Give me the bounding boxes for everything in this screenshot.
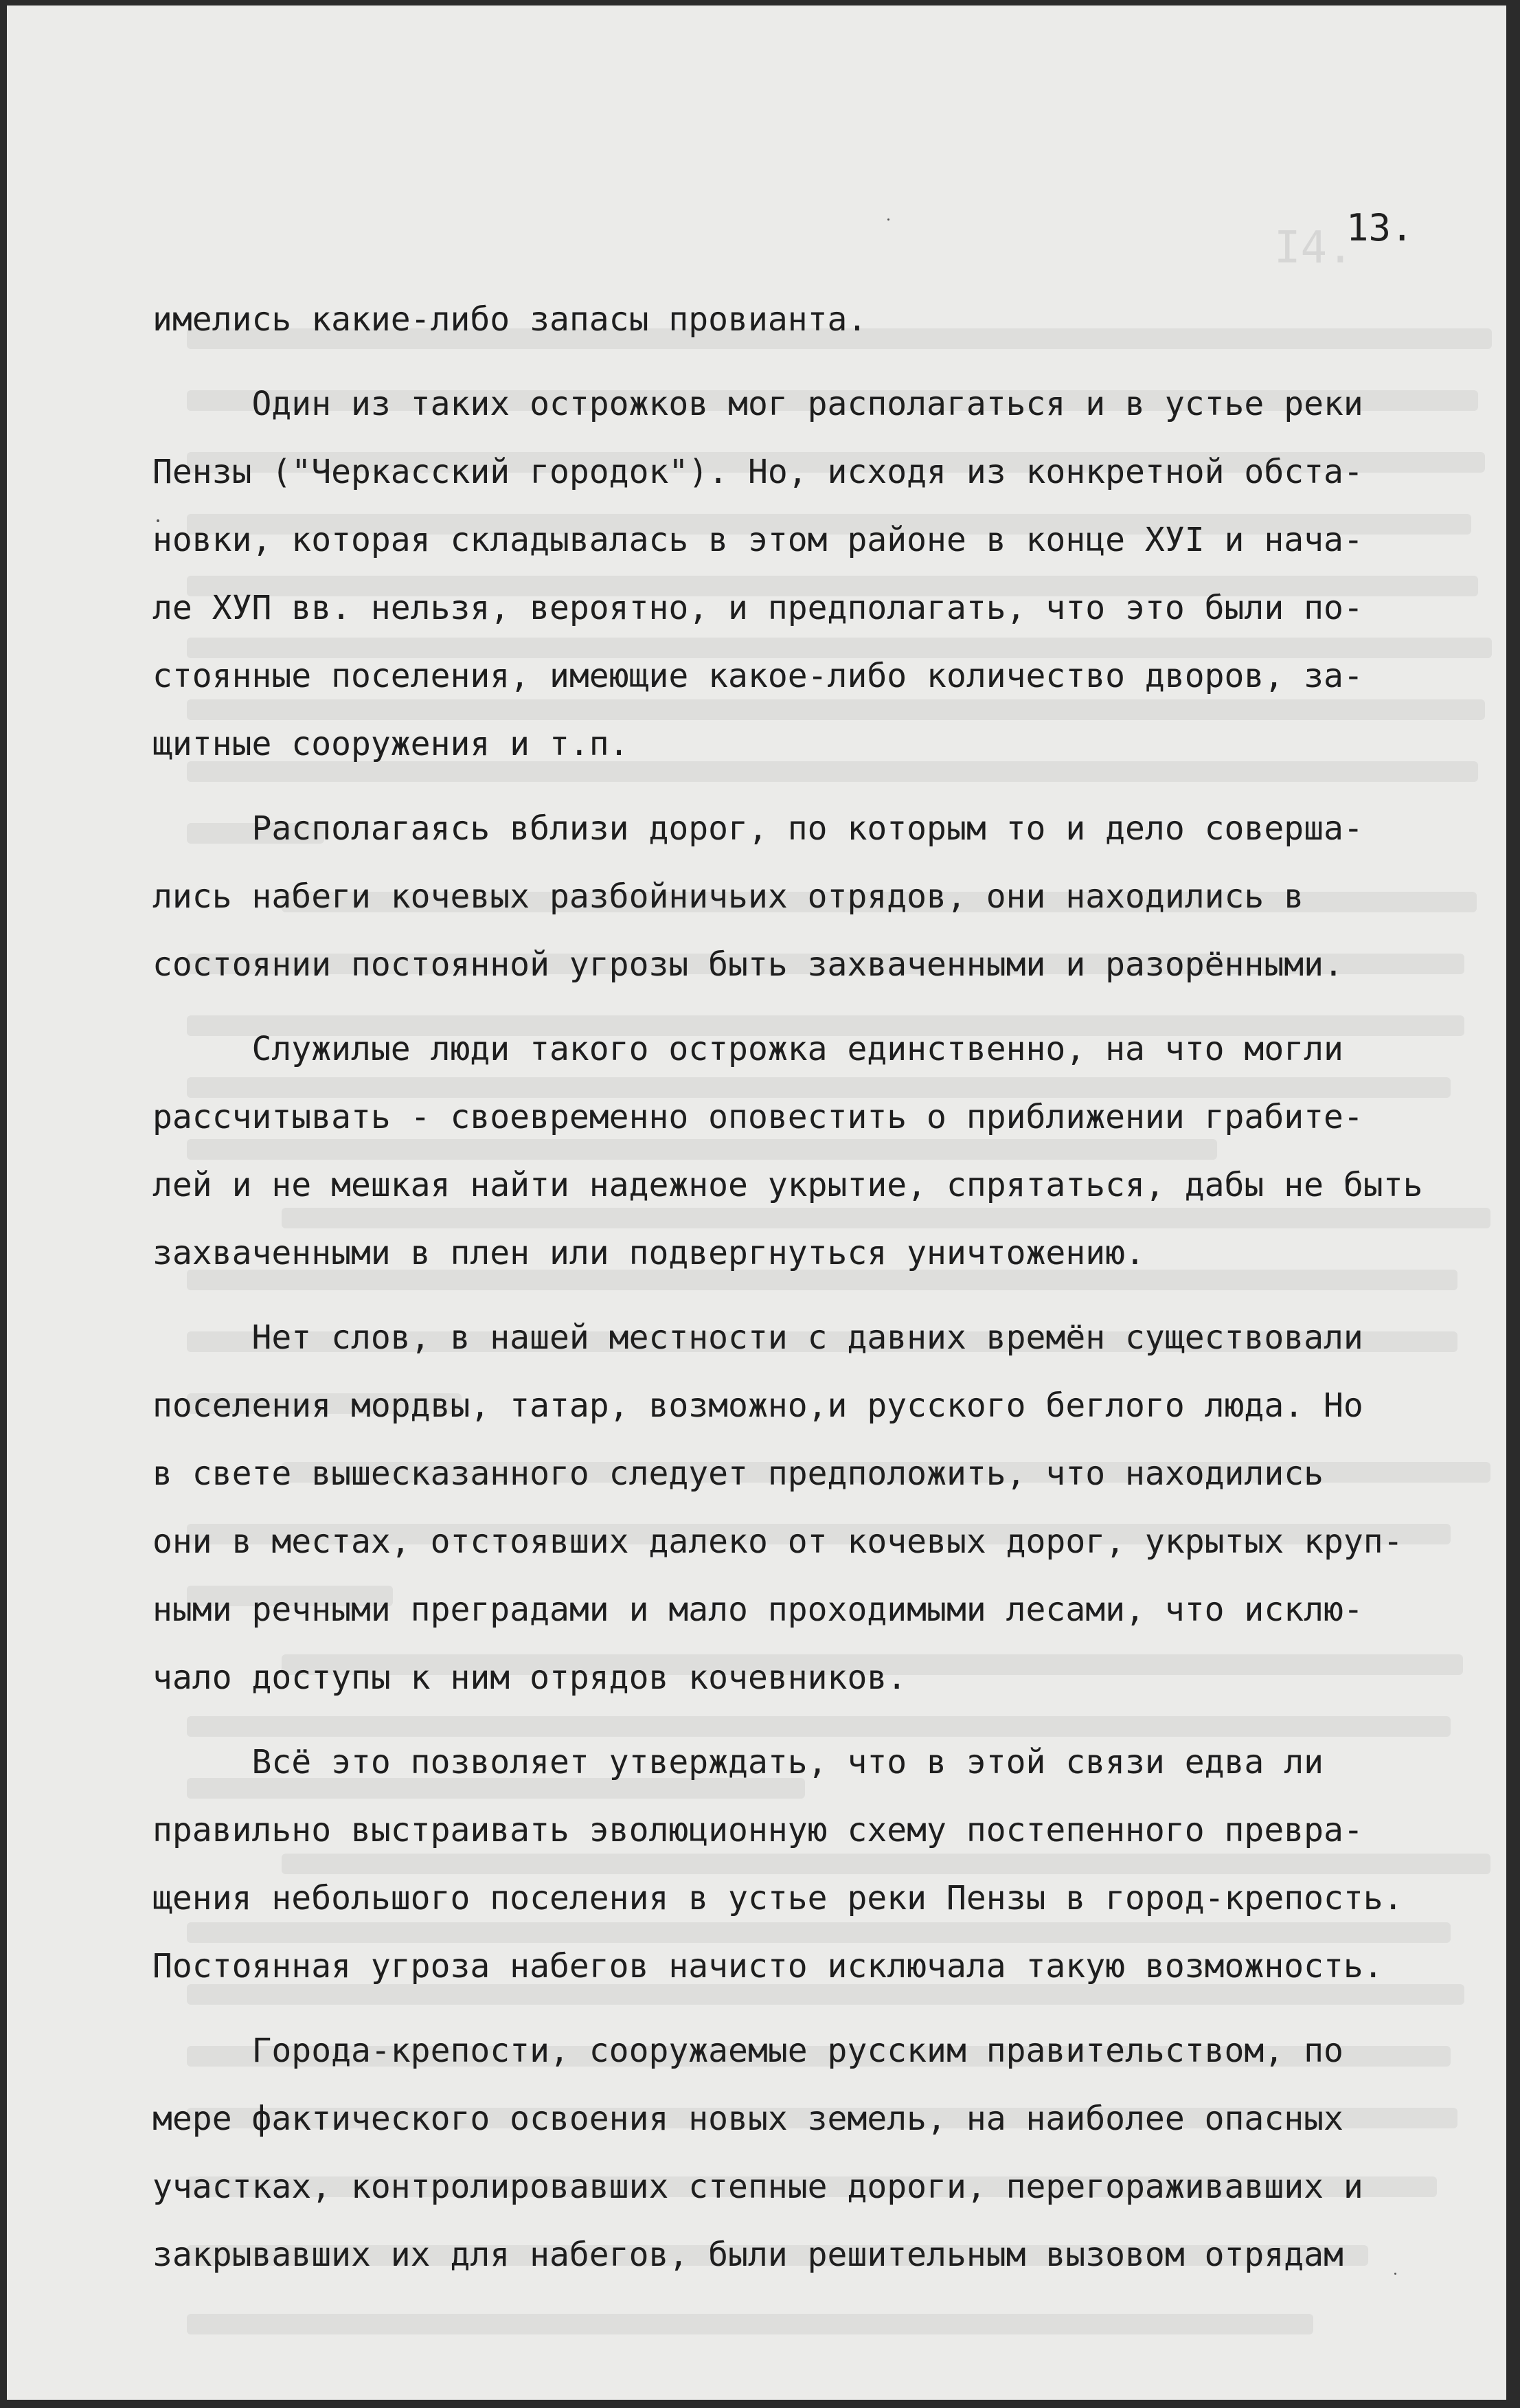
- bleed-through-page-number: I4.: [1274, 223, 1354, 273]
- text-line: новки, которая складывалась в этом районе в конце ХУI и нача-: [152, 521, 1363, 559]
- text-line: поселения мордвы, татар, возможно,и русского беглого люда. Но: [152, 1386, 1363, 1425]
- text-line: ле ХУП вв. нельзя, вероятно, и предполагать, что это были по-: [152, 589, 1363, 627]
- text-line: Нет слов, в нашей местности с давних времён существовали: [152, 1318, 1363, 1357]
- text-line: щитные сооружения и т.п.: [152, 725, 629, 763]
- body-text: [152, 286, 1506, 2289]
- text-line: ными речными преградами и мало проходимыми лесами, что исклю-: [152, 1590, 1363, 1629]
- text-line: закрывавших их для набегов, были решительным вызовом отрядам: [152, 2236, 1343, 2274]
- text-line: Города-крепости, сооружаемые русским правительством, по: [152, 2032, 1343, 2070]
- text-line: стоянные поселения, имеющие какое-либо количество дворов, за-: [152, 657, 1363, 695]
- text-line: состоянии постоянной угрозы быть захваченными и разорёнными.: [152, 945, 1343, 984]
- text-line: они в местах, отстоявших далеко от кочевых дорог, укрытых круп-: [152, 1522, 1403, 1561]
- paragraph: [152, 2017, 1506, 2289]
- paragraph: [152, 1729, 1506, 2001]
- text-line: Один из таких острожков мог располагаться и в устье реки: [152, 385, 1363, 423]
- page-number: 13.: [1346, 206, 1414, 249]
- document-page: [7, 5, 1506, 2400]
- paragraph: [152, 1015, 1506, 1287]
- text-line: лись набеги кочевых разбойничьих отрядов, они находились в: [152, 877, 1304, 916]
- text-line: участках, контролировавших степные дороги, перегораживавших и: [152, 2168, 1363, 2206]
- text-line: Служилые люди такого острожка единственно, на что могли: [152, 1030, 1343, 1068]
- text-line: Пензы ("Черкасский городок"). Но, исходя из конкретной обста-: [152, 453, 1363, 491]
- text-line: имелись какие-либо запасы провианта.: [152, 300, 867, 339]
- paragraph: [152, 795, 1506, 999]
- text-line: в свете вышесказанного следует предположить, что находились: [152, 1454, 1324, 1493]
- text-line: мере фактического освоения новых земель, на наиболее опасных: [152, 2100, 1343, 2138]
- paragraph: [152, 370, 1506, 778]
- text-line: правильно выстраивать эволюционную схему постепенного превра-: [152, 1811, 1363, 1849]
- text-line: Всё это позволяет утверждать, что в этой связи едва ли: [152, 1743, 1324, 1781]
- text-line: рассчитывать - своевременно оповестить о приближении грабите-: [152, 1098, 1363, 1136]
- text-line: Постоянная угроза набегов начисто исключала такую возможность.: [152, 1947, 1383, 1985]
- text-line: захваченными в плен или подвергнуться уничтожению.: [152, 1234, 1145, 1272]
- paragraph: [152, 286, 1506, 354]
- text-line: лей и не мешкая найти надежное укрытие, спрятаться, дабы не быть: [152, 1166, 1423, 1204]
- paragraph: [152, 1304, 1506, 1712]
- text-line: Располагаясь вблизи дорог, по которым то и дело соверша-: [152, 809, 1363, 848]
- text-line: щения небольшого поселения в устье реки Пензы в город-крепость.: [152, 1879, 1403, 1917]
- text-line: чало доступы к ним отрядов кочевников.: [152, 1658, 907, 1697]
